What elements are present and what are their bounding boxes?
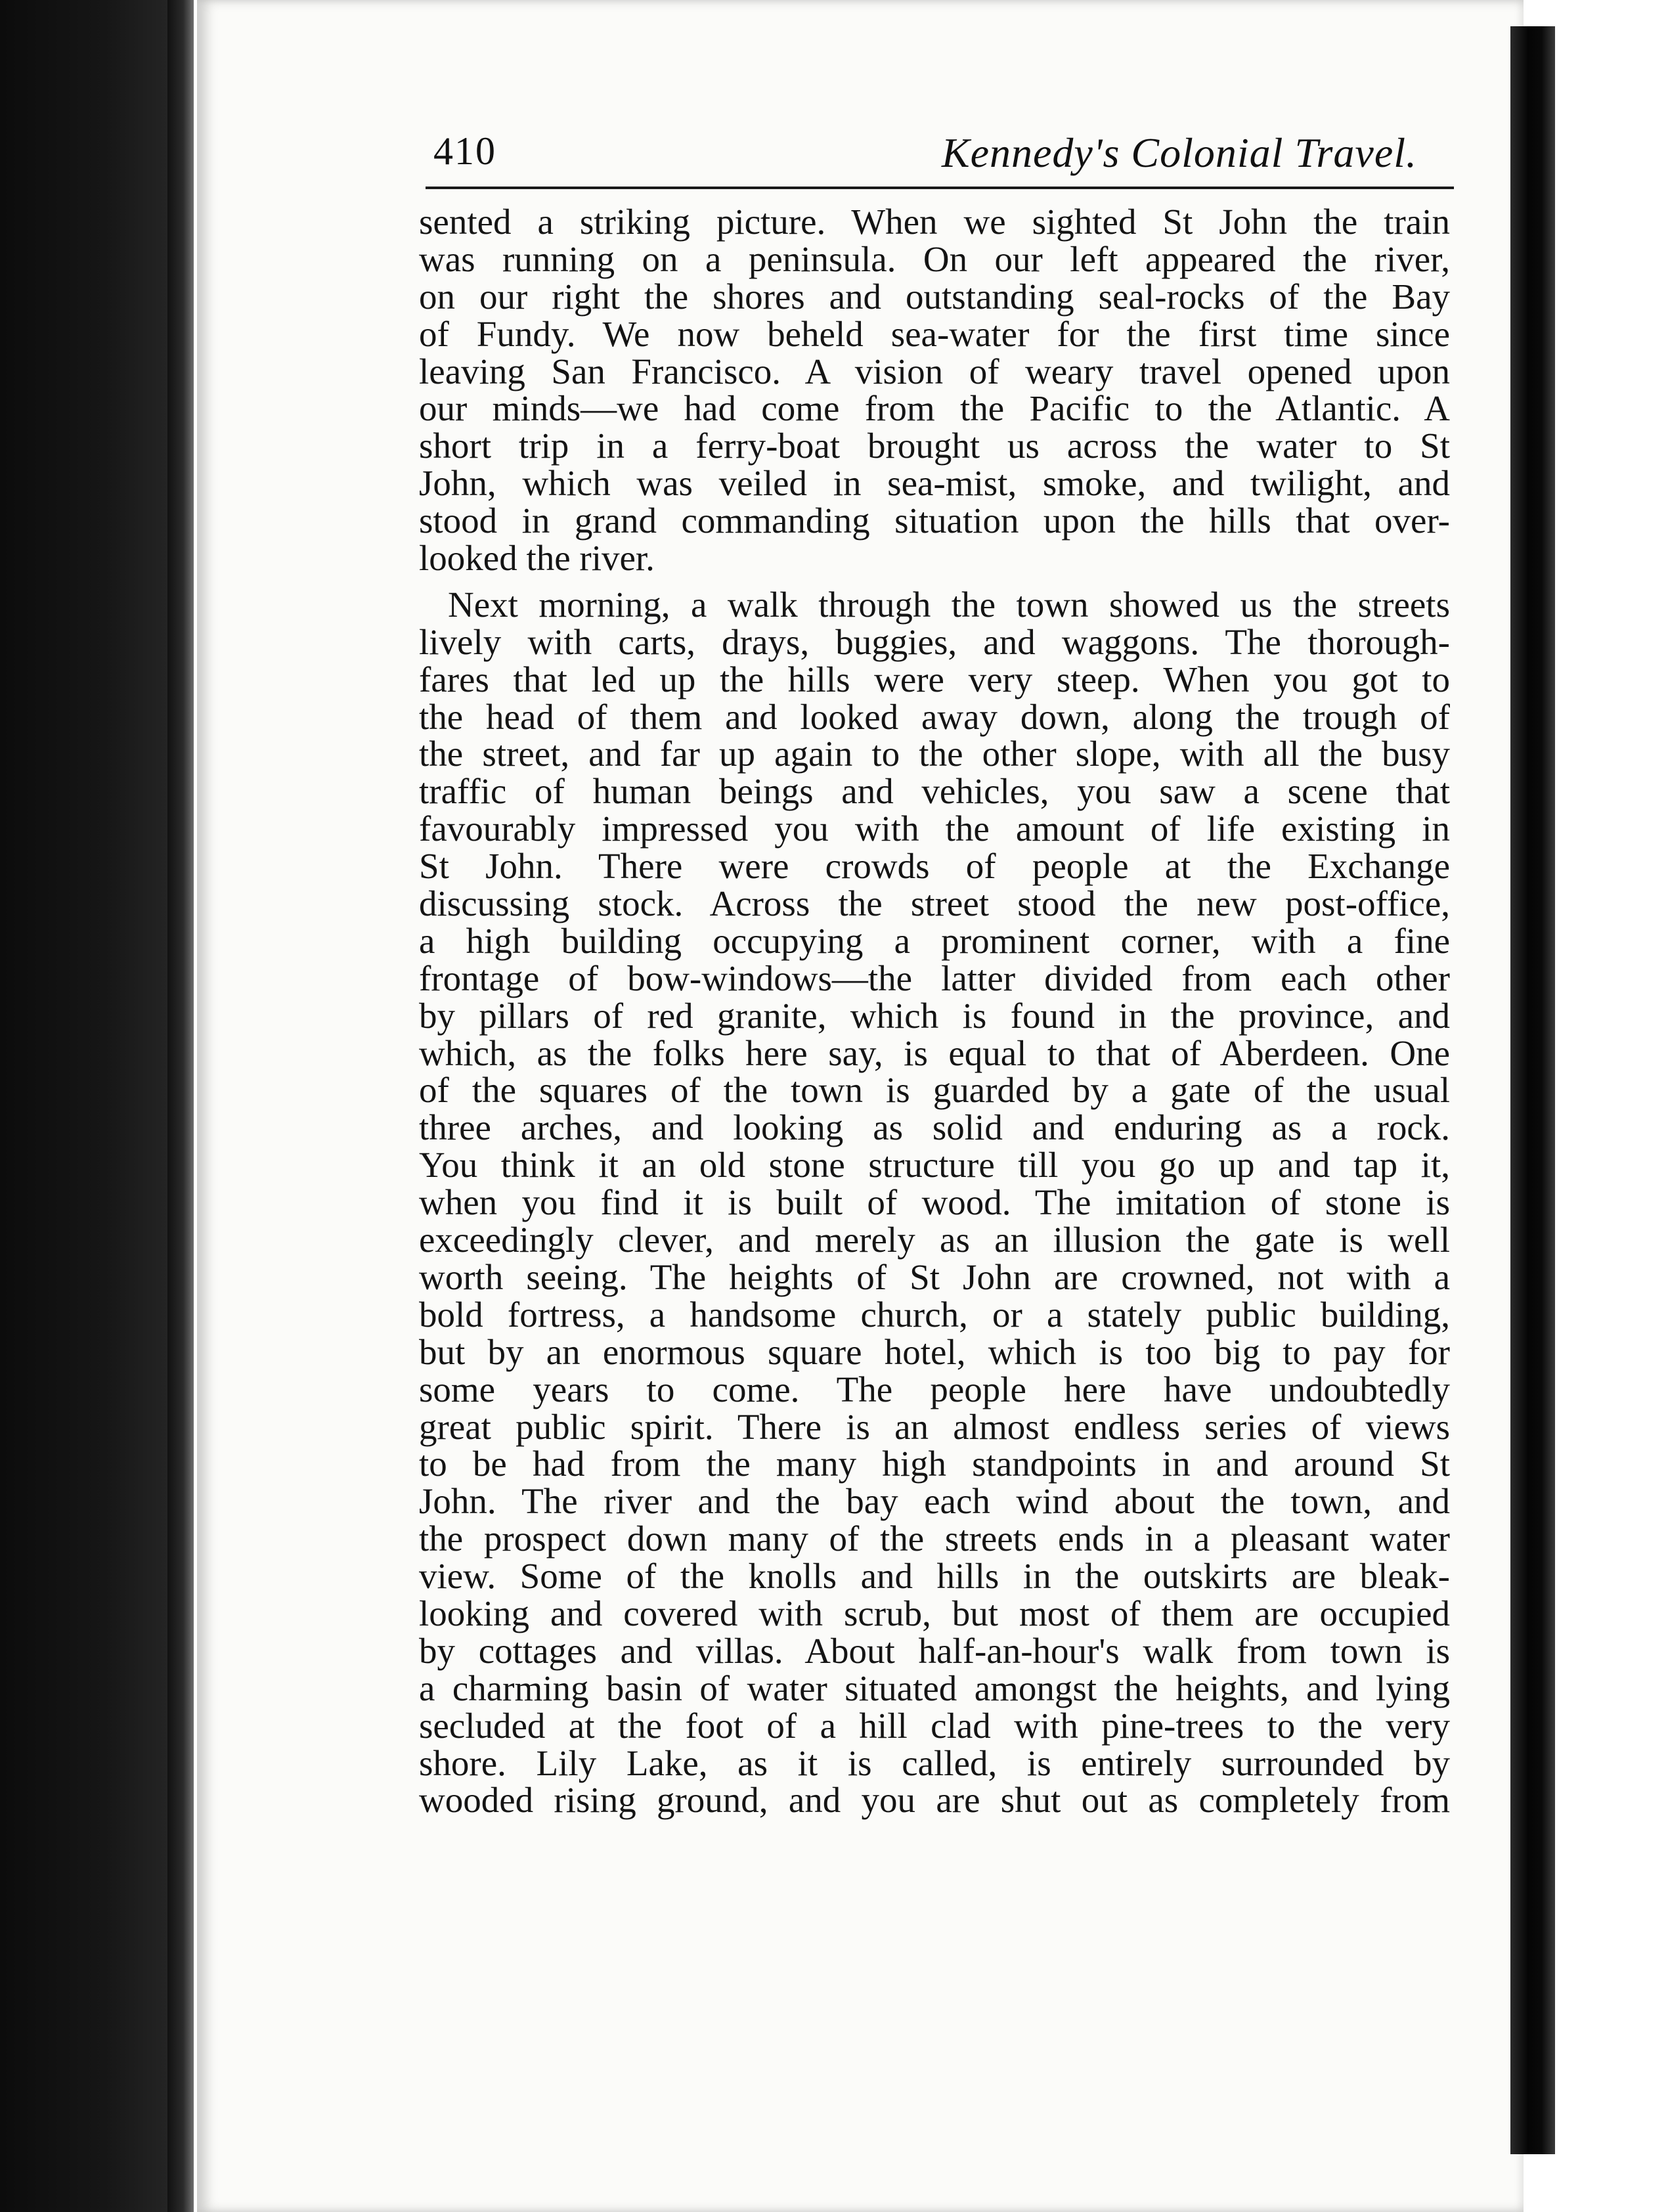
text-line: exceedingly clever, and merely as an illusion the gate is well	[419, 1220, 1450, 1260]
text-line: St John. There were crowds of people at the Exchange	[419, 846, 1450, 887]
text-line: when you find it is built of wood. The imitation of stone is	[419, 1182, 1450, 1223]
text-line: sented a striking picture. When we sighted St John the train	[419, 202, 1450, 242]
text-line: but by an enormous square hotel, which is too big to pay for	[419, 1331, 1450, 1372]
text-line: Next morning, a walk through the town showed us the streets	[448, 584, 1450, 625]
text-line: secluded at the foot of a hill clad with pine-trees to the very	[419, 1705, 1450, 1746]
text-line: looking and covered with scrub, but most of them are occupied	[419, 1593, 1450, 1633]
text-line: bold fortress, a handsome church, or a stately public building,	[419, 1294, 1450, 1335]
text-line: of the squares of the town is guarded by a gate of the usual	[419, 1070, 1450, 1111]
text-line: looked the river.	[419, 538, 655, 579]
text-line: a high building occupying a prominent corner, with a fine	[419, 920, 1450, 961]
page-edge-shadow	[167, 0, 194, 2212]
text-line: John. The river and the bay each wind about the town, and	[419, 1481, 1450, 1522]
page-number: 410	[433, 129, 496, 173]
text-line: of Fundy. We now beheld sea-water for the first time since	[419, 313, 1450, 354]
text-line: view. Some of the knolls and hills in the outskirts are bleak-	[419, 1556, 1450, 1597]
text-line: to be had from the many high standpoints in and around St	[419, 1444, 1450, 1484]
book-binding-right	[1510, 26, 1555, 2154]
running-head	[433, 117, 1458, 189]
text-line: the prospect down many of the streets ends in a pleasant water	[419, 1518, 1450, 1559]
paragraph	[419, 204, 1450, 577]
text-line: worth seeing. The heights of St John are crowned, not with a	[419, 1256, 1450, 1297]
text-line: our minds—we had come from the Pacific to the Atlantic. A	[419, 388, 1450, 429]
text-line: a charming basin of water situated amongst the heights, and lying	[419, 1668, 1450, 1708]
header-rule	[426, 187, 1454, 189]
text-line: traffic of human beings and vehicles, you saw a scene that	[419, 771, 1450, 812]
text-line: You think it an old stone structure till you go up and tap it,	[419, 1145, 1450, 1185]
text-line: fares that led up the hills were very steep. When you got to	[419, 659, 1450, 699]
text-line: by cottages and villas. About half-an-hour's walk from town is	[419, 1630, 1450, 1671]
text-line: favourably impressed you with the amount of life existing in	[419, 808, 1450, 849]
text-line: was running on a peninsula. On our left appeared the river,	[419, 238, 1450, 279]
text-line: shore. Lily Lake, as it is called, is entirely surrounded by	[419, 1742, 1450, 1783]
text-line: great public spirit. There is an almost endless series of views	[419, 1406, 1450, 1447]
text-line: by pillars of red granite, which is found in the province, and	[419, 995, 1450, 1036]
text-line: leaving San Francisco. A vision of weary travel opened upon	[419, 351, 1450, 391]
text-line: which, as the folks here say, is equal to that of Aberdeen. One	[419, 1032, 1450, 1073]
text-line: some years to come. The people here have undoubtedly	[419, 1369, 1450, 1409]
text-line: lively with carts, drays, buggies, and waggons. The thorough-	[419, 621, 1450, 662]
text-line: on our right the shores and outstanding seal-rocks of the Bay	[419, 276, 1450, 317]
book-binding-left	[0, 0, 190, 2212]
text-line: the head of them and looked away down, along the trough of	[419, 696, 1450, 737]
text-line: wooded rising ground, and you are shut out as completely from	[419, 1780, 1450, 1821]
text-line: the street, and far up again to the other slope, with all the busy	[419, 734, 1450, 774]
text-line: short trip in a ferry-boat brought us across the water to St	[419, 426, 1450, 466]
text-line: stood in grand commanding situation upon the hills that over-	[419, 500, 1450, 541]
paragraph	[419, 586, 1450, 1819]
body-text	[419, 204, 1450, 1819]
text-line: discussing stock. Across the street stood the new post-office,	[419, 883, 1450, 924]
running-title: Kennedy's Colonial Travel.	[941, 129, 1417, 176]
text-line: three arches, and looking as solid and enduring as a rock.	[419, 1107, 1450, 1148]
text-line: frontage of bow-windows—the latter divided from each other	[419, 958, 1450, 998]
right-margin	[1555, 0, 1668, 2212]
text-line: John, which was veiled in sea-mist, smoke, and twilight, and	[419, 463, 1450, 504]
